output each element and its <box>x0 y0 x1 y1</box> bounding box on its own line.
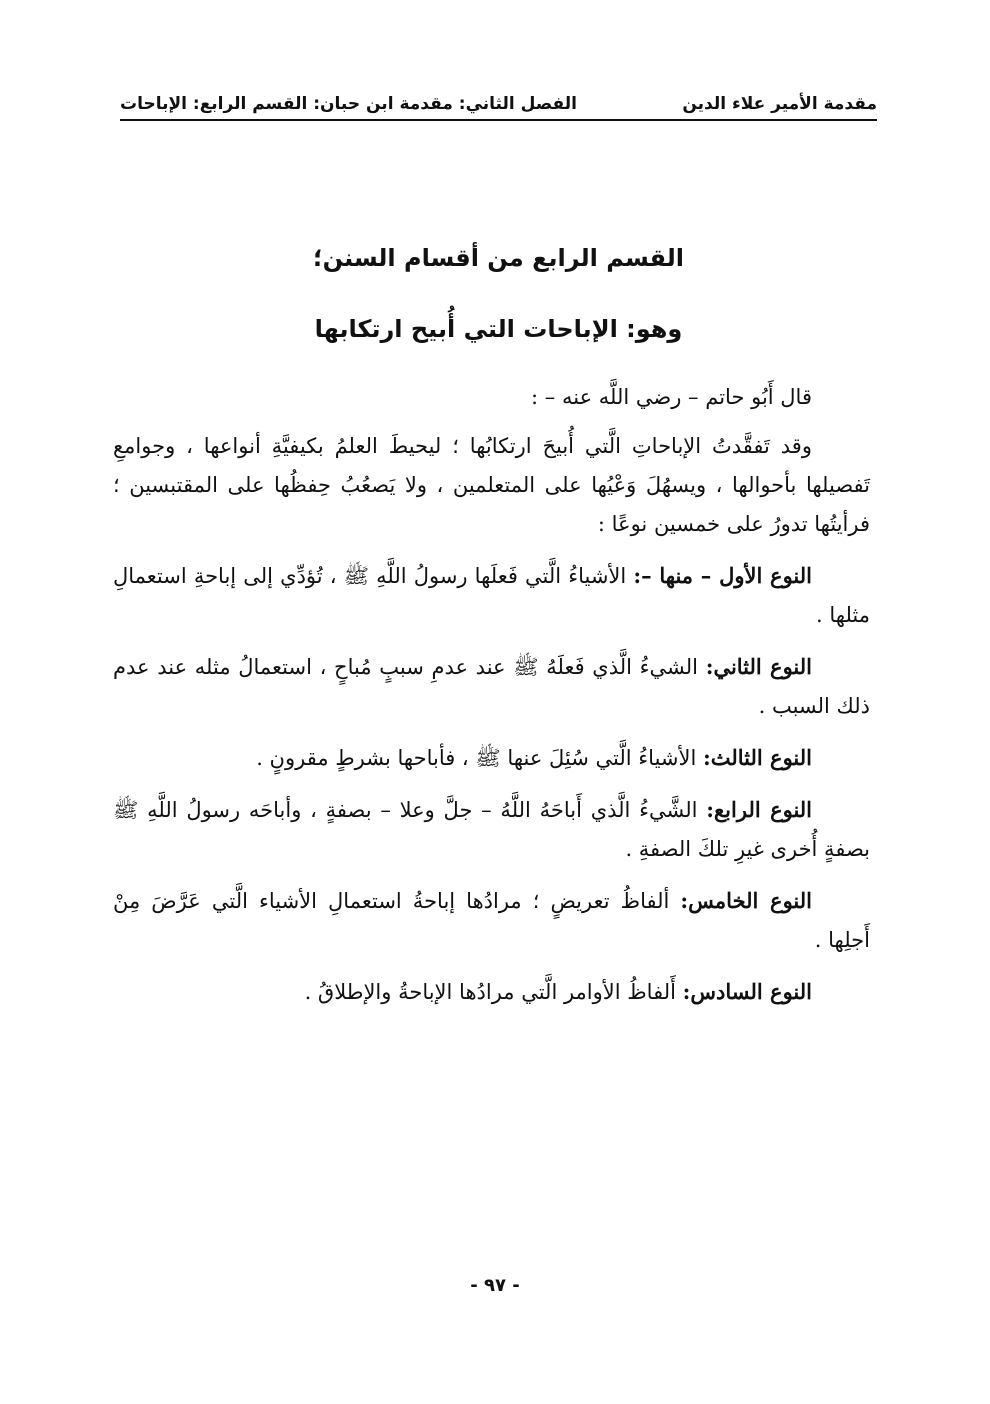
page-number: - ٩٧ - <box>470 1275 520 1296</box>
running-header <box>120 84 877 114</box>
type-6-paragraph <box>113 972 870 1012</box>
narrator-line: قال أَبُو حاتم – رضي اللَّه عنه – : <box>531 385 812 409</box>
type-2-text: الشيءُ الَّذي فَعلَهُ ﷺ عند عدمِ سببٍ مُباحٍ ، استعمالُ مثله عند عدم ذلك السبب . <box>113 655 870 718</box>
section-subtitle: وهو: الإباحات التي أُبيح ارتكابها <box>314 315 683 343</box>
type-1-label: النوع الأول – منها –: <box>633 563 812 588</box>
book-title: مقدمة الأمير علاء الدين <box>682 94 877 114</box>
header-rule <box>120 119 877 121</box>
type-1-paragraph <box>113 556 870 635</box>
type-5-label: النوع الخامس: <box>680 888 812 913</box>
type-3-paragraph <box>113 738 870 778</box>
type-2-paragraph <box>113 647 870 726</box>
type-4-label: النوع الرابع: <box>706 797 813 822</box>
type-5-paragraph <box>113 881 870 960</box>
type-1-text: الأشياءُ الَّتي فَعلَها رسولُ اللَّهِ ﷺ ، تُؤدِّي إلى إباحةِ استعمالِ مثلها . <box>113 564 870 627</box>
type-6-label: النوع السادس: <box>682 979 812 1004</box>
body-text <box>113 378 870 1024</box>
type-4-text: الشَّيءُ الَّذي أَباحَهُ اللَّهُ – جلَّ وعلا – بصفةٍ ، وأباحَه رسولُ اللَّهِ ﷺ بصفةٍ أُخرى غيرِ تلكَ الصفةِ . <box>113 798 870 861</box>
chapter-title: الفصل الثاني: مقدمة ابن حبان: القسم الرابع: الإباحات <box>120 94 577 114</box>
intro-paragraph: وقد تَفقَّدتُ الإباحاتِ الَّتي أُبيحَ ارتكابُها ؛ ليحيطَ العلمُ بكيفيَّةِ أنواعها ، وجوامعِ تَفصيلها بأحوالها ، ويسهُلَ وَعْيُها على المتعلمين ، ولا يَصعُبُ حِفظُها على المقتبسين ؛ فرأيتُها تدورُ على خمسين نوعًا : <box>113 434 870 536</box>
section-title: القسم الرابع من أقسام السنن؛ <box>312 244 685 272</box>
type-2-label: النوع الثاني: <box>705 654 813 679</box>
type-3-label: النوع الثالث: <box>703 745 812 770</box>
type-3-text: الأشياءُ الَّتي سُئِلَ عنها ﷺ ، فأباحها بشرطٍ مقرونٍ . <box>256 746 703 770</box>
type-5-text: ألفاظُ تعريضٍ ؛ مرادُها إباحةُ استعمالِ الأشياء الَّتي عَرَّضَ مِنْ أَجلِها . <box>113 889 870 952</box>
type-6-text: أَلفاظُ الأوامر الَّتي مرادُها الإباحةُ والإطلاقُ . <box>304 980 683 1004</box>
type-4-paragraph <box>113 790 870 869</box>
